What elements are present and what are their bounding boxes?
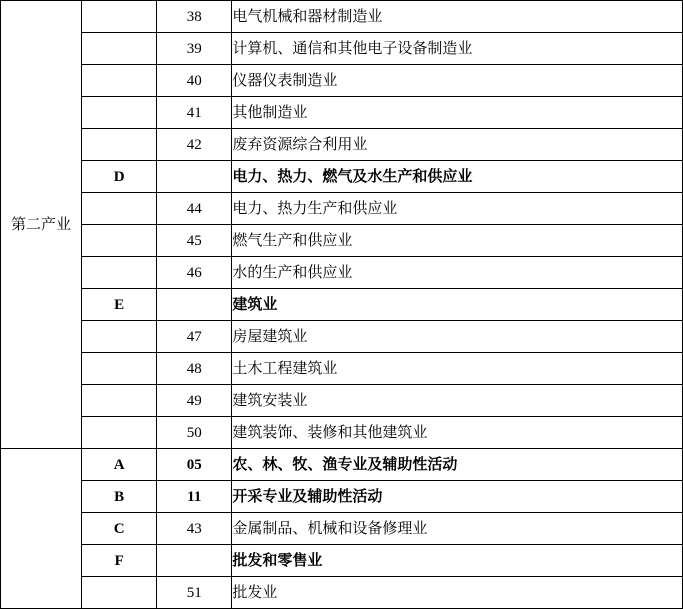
letter-cell: D	[82, 161, 157, 193]
code-cell: 38	[157, 1, 232, 33]
table-row	[1, 289, 683, 321]
code-cell: 48	[157, 353, 232, 385]
name-cell: 电力、热力生产和供应业	[232, 193, 683, 225]
table-row	[1, 65, 683, 97]
letter-cell: E	[82, 289, 157, 321]
code-cell: 39	[157, 33, 232, 65]
name-cell: 燃气生产和供应业	[232, 225, 683, 257]
table-body	[1, 1, 683, 609]
code-cell	[157, 161, 232, 193]
name-cell: 水的生产和供应业	[232, 257, 683, 289]
letter-cell	[82, 33, 157, 65]
table-row	[1, 353, 683, 385]
name-cell: 金属制品、机械和设备修理业	[232, 513, 683, 545]
name-cell: 批发业	[232, 577, 683, 609]
name-cell: 建筑安装业	[232, 385, 683, 417]
name-cell: 建筑装饰、装修和其他建筑业	[232, 417, 683, 449]
name-cell: 房屋建筑业	[232, 321, 683, 353]
code-cell	[157, 545, 232, 577]
letter-cell: A	[82, 449, 157, 481]
table-row	[1, 513, 683, 545]
table-row	[1, 417, 683, 449]
code-cell: 05	[157, 449, 232, 481]
code-cell: 47	[157, 321, 232, 353]
name-cell: 废弃资源综合利用业	[232, 129, 683, 161]
code-cell: 43	[157, 513, 232, 545]
name-cell: 开采专业及辅助性活动	[232, 481, 683, 513]
table-row	[1, 193, 683, 225]
name-cell: 电气机械和器材制造业	[232, 1, 683, 33]
table-row	[1, 449, 683, 481]
table-row	[1, 481, 683, 513]
code-cell	[157, 289, 232, 321]
letter-cell	[82, 577, 157, 609]
letter-cell: B	[82, 481, 157, 513]
name-cell: 电力、热力、燃气及水生产和供应业	[232, 161, 683, 193]
table-row	[1, 257, 683, 289]
letter-cell: F	[82, 545, 157, 577]
letter-cell: C	[82, 513, 157, 545]
letter-cell	[82, 193, 157, 225]
code-cell: 41	[157, 97, 232, 129]
letter-cell	[82, 417, 157, 449]
name-cell: 农、林、牧、渔专业及辅助性活动	[232, 449, 683, 481]
letter-cell	[82, 257, 157, 289]
name-cell: 批发和零售业	[232, 545, 683, 577]
table-row	[1, 385, 683, 417]
name-cell: 计算机、通信和其他电子设备制造业	[232, 33, 683, 65]
code-cell: 50	[157, 417, 232, 449]
code-cell: 49	[157, 385, 232, 417]
letter-cell	[82, 65, 157, 97]
name-cell: 仪器仪表制造业	[232, 65, 683, 97]
table-row	[1, 577, 683, 609]
letter-cell	[82, 321, 157, 353]
table-row	[1, 33, 683, 65]
table-row	[1, 545, 683, 577]
table-row	[1, 321, 683, 353]
letter-cell	[82, 1, 157, 33]
name-cell: 土木工程建筑业	[232, 353, 683, 385]
table-row	[1, 1, 683, 33]
code-cell: 46	[157, 257, 232, 289]
sector-cell	[1, 449, 82, 609]
table-row	[1, 161, 683, 193]
letter-cell	[82, 129, 157, 161]
code-cell: 42	[157, 129, 232, 161]
table-row	[1, 225, 683, 257]
table-row	[1, 97, 683, 129]
code-cell: 44	[157, 193, 232, 225]
name-cell: 其他制造业	[232, 97, 683, 129]
letter-cell	[82, 225, 157, 257]
name-cell: 建筑业	[232, 289, 683, 321]
code-cell: 11	[157, 481, 232, 513]
code-cell: 51	[157, 577, 232, 609]
table-row	[1, 129, 683, 161]
letter-cell	[82, 97, 157, 129]
letter-cell	[82, 385, 157, 417]
letter-cell	[82, 353, 157, 385]
code-cell: 45	[157, 225, 232, 257]
sector-cell: 第二产业	[1, 1, 82, 449]
code-cell: 40	[157, 65, 232, 97]
